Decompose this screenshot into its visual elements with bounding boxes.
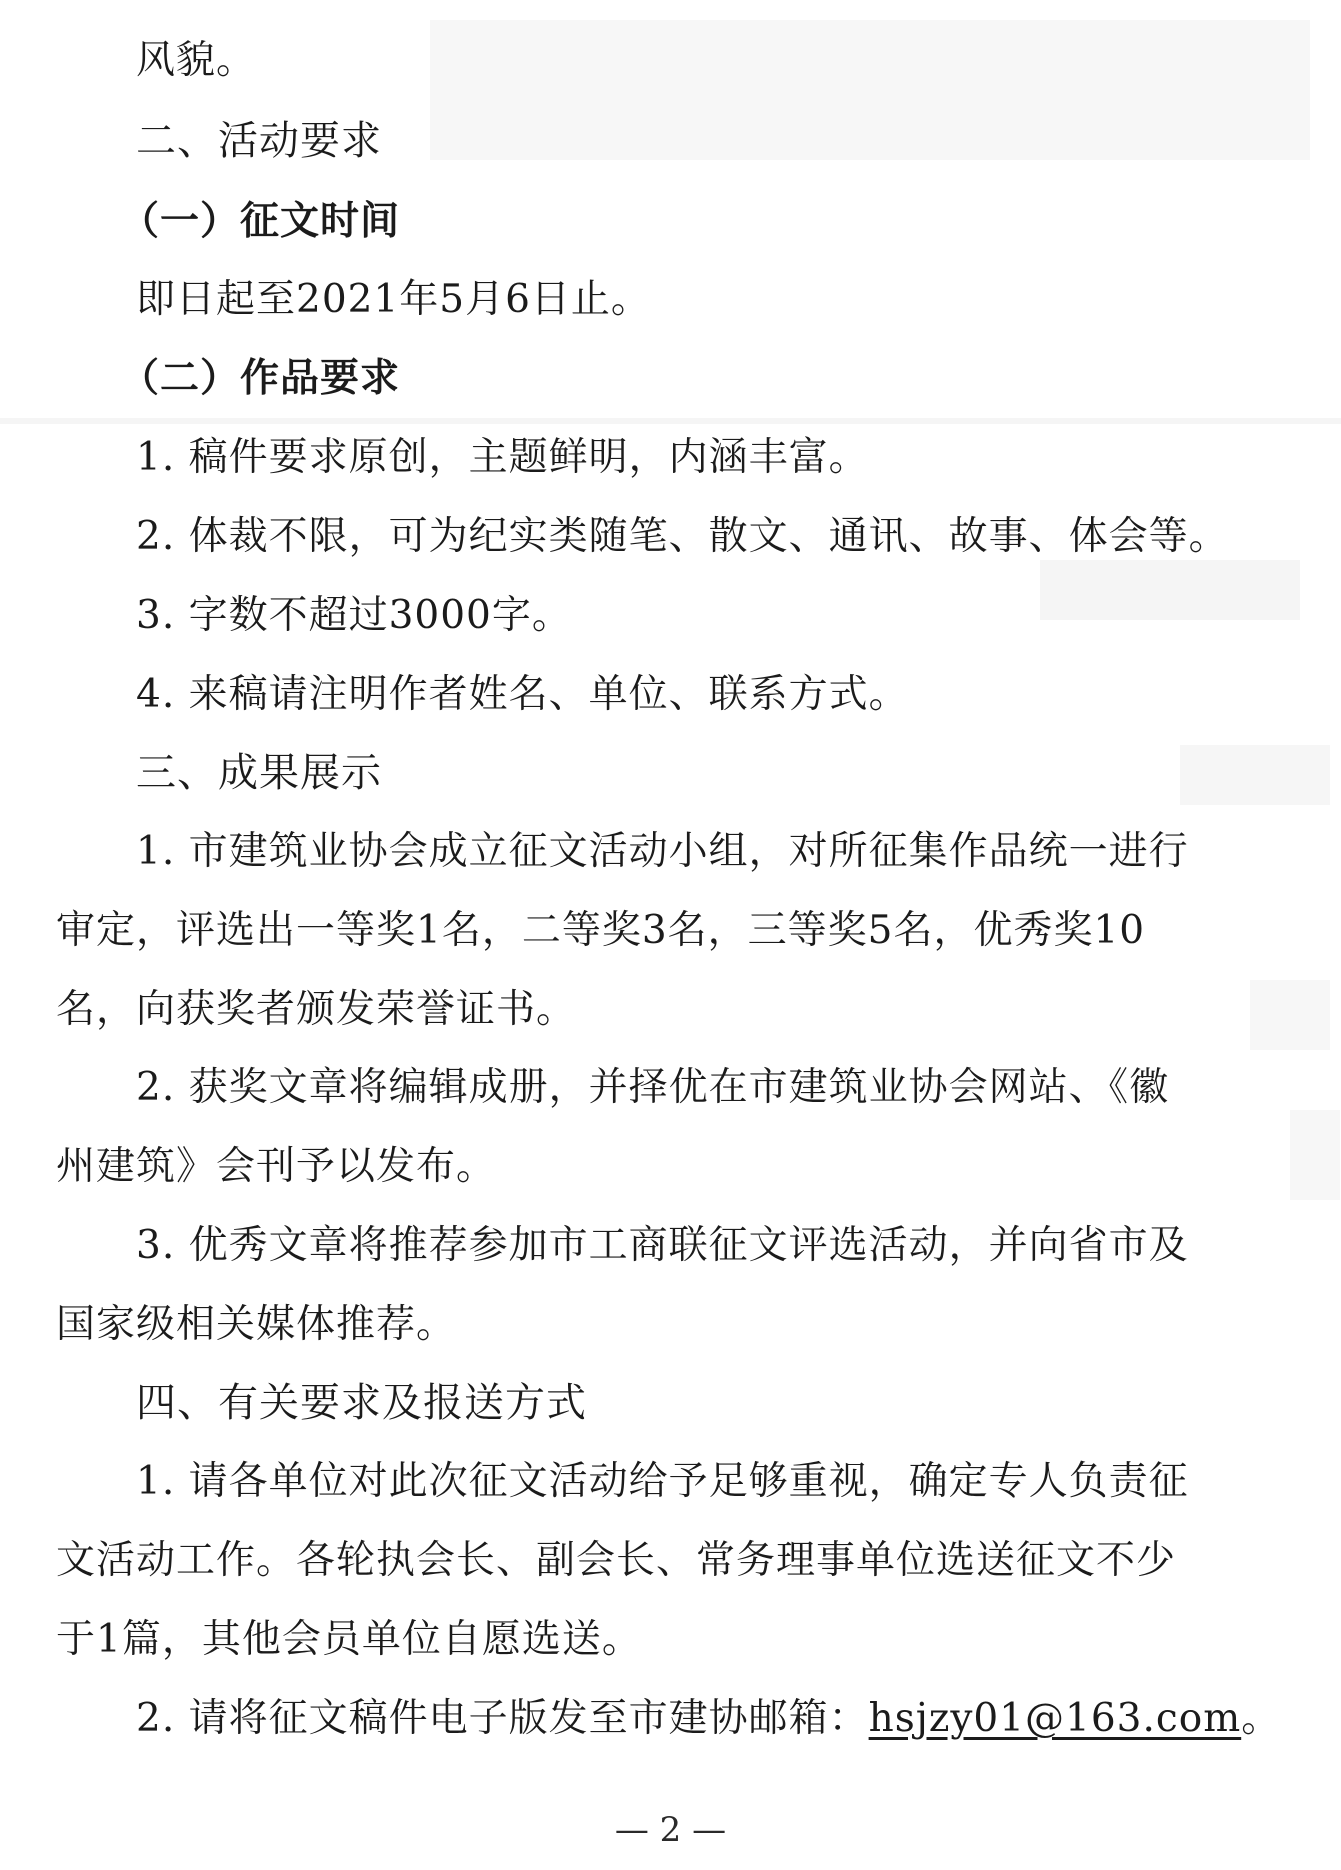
paragraph-line: 1. 请各单位对此次征文活动给予足够重视，确定专人负责征 [136,1459,1189,1504]
bleed-through-mark [1250,980,1330,1050]
subheading-work-requirements: （二）作品要求 [120,355,401,401]
sentence-end: 。 [1241,1696,1282,1741]
list-item: 1. 稿件要求原创，主题鲜明，内涵丰富。 [136,435,869,480]
bleed-through-mark [0,418,1341,424]
email-address: hsjzy01@163.com [868,1696,1242,1741]
bleed-through-mark [1180,745,1330,805]
paragraph-line: 于1篇，其他会员单位自愿选送。 [56,1617,642,1662]
paragraph-line: 3. 优秀文章将推荐参加市工商联征文评选活动，并向省市及 [136,1223,1189,1268]
list-item: 2. 体裁不限，可为纪实类随笔、散文、通讯、故事、体会等。 [136,514,1229,559]
paragraph-line: 国家级相关媒体推荐。 [56,1302,457,1347]
paragraph-line-email [136,1696,1281,1742]
paragraph-line: 风貌。 [136,38,257,83]
paragraph-line: 文活动工作。各轮执会长、副会长、常务理事单位选送征文不少 [56,1538,1177,1583]
paragraph-line: 1. 市建筑业协会成立征文活动小组，对所征集作品统一进行 [136,829,1189,874]
bleed-through-mark [1290,1110,1340,1200]
section-heading-results: 三、成果展示 [136,750,382,796]
paragraph-line: 即日起至2021年5月6日止。 [136,277,651,322]
bleed-through-mark [1040,560,1300,620]
section-heading-requirements: 二、活动要求 [136,118,382,164]
paragraph-line: 名，向获奖者颁发荣誉证书。 [56,987,577,1032]
list-item: 4. 来稿请注明作者姓名、单位、联系方式。 [136,672,909,717]
list-item: 3. 字数不超过3000字。 [136,593,572,638]
page-number: — 2 — [614,1810,727,1850]
email-instruction-text: 2. 请将征文稿件电子版发至市建协邮箱： [136,1696,869,1741]
bleed-through-mark [430,20,1310,160]
subheading-submission-period: （一）征文时间 [120,198,401,244]
section-heading-submission: 四、有关要求及报送方式 [136,1380,587,1426]
paragraph-line: 审定，评选出一等奖1名，二等奖3名，三等奖5名，优秀奖10 [56,908,1146,953]
paragraph-line: 2. 获奖文章将编辑成册，并择优在市建筑业协会网站、《徽 [136,1065,1170,1110]
paragraph-line: 州建筑》会刊予以发布。 [56,1144,497,1189]
